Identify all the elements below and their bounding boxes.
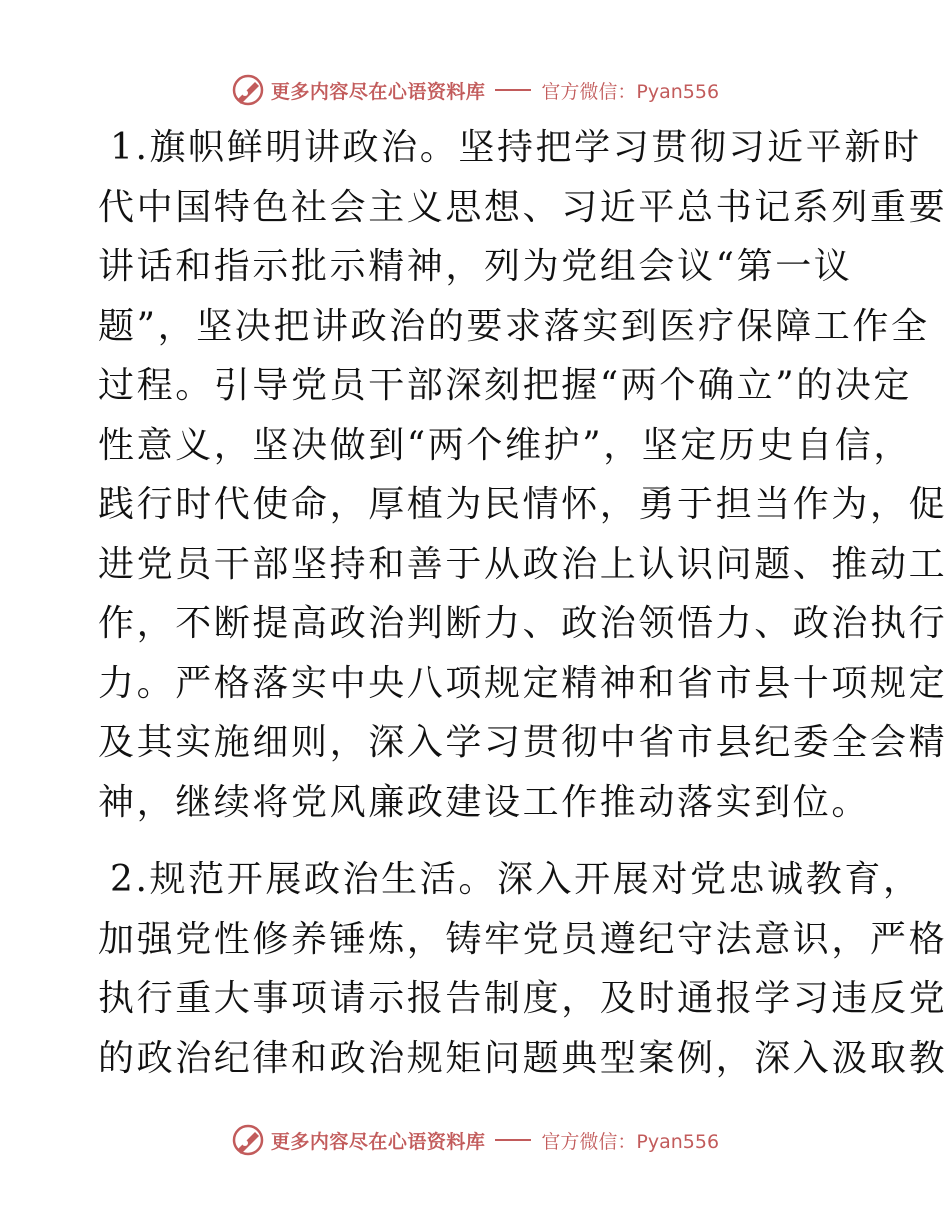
pen-nib-circle-icon (231, 73, 265, 107)
text-line: 题”，坚决把讲政治的要求落实到医疗保障工作全 (98, 305, 930, 347)
watermark-site-text: 更多内容尽在心语资料库 (270, 80, 486, 103)
text-line: 的政治纪律和政治规矩问题典型案例，深入汲取教 (98, 1037, 948, 1079)
watermark-site-text: 更多内容尽在心语资料库 (270, 1130, 486, 1153)
watermark-official-account: 官方微信：Pyan556 (541, 80, 720, 103)
text-line: 力。严格落实中央八项规定精神和省市县十项规定 (98, 662, 948, 704)
header-watermark (0, 70, 950, 110)
pen-nib-circle-icon (231, 1123, 265, 1157)
text-line: 性意义，坚决做到“两个维护”，坚定历史自信， (98, 424, 913, 466)
text-line: 神，继续将党风廉政建设工作推动落实到位。 (98, 781, 871, 823)
text-line: 1.旗帜鲜明讲政治。坚持把学习贯彻习近平新时 (110, 127, 922, 168)
text-line: 及其实施细则，深入学习贯彻中省市县纪委全会精 (98, 722, 948, 763)
watermark-dash (495, 1139, 531, 1141)
text-line: 执行重大事项请示报告制度，及时通报学习违反党 (98, 978, 948, 1019)
text-line: 作，不断提高政治判断力、政治领悟力、政治执行 (98, 603, 948, 644)
footer-watermark (0, 1120, 950, 1160)
text-line: 代中国特色社会主义思想、习近平总书记系列重要 (98, 186, 948, 228)
text-line: 践行时代使命，厚植为民情怀，勇于担当作为，促 (98, 484, 948, 525)
paragraph-1 (98, 118, 948, 832)
text-line: 进党员干部坚持和善于从政治上认识问题、推动工 (98, 543, 948, 585)
watermark-official-account: 官方微信：Pyan556 (541, 1130, 720, 1153)
text-line: 过程。引导党员干部深刻把握“两个确立”的决定 (98, 365, 913, 406)
paragraph-2 (98, 850, 948, 1088)
text-line: 讲话和指示批示精神，列为党组会议“第一议 (98, 246, 853, 287)
document-body (98, 118, 948, 1088)
text-line: 2.规范开展政治生活。深入开展对党忠诚教育， (110, 859, 922, 900)
text-line: 加强党性修养锤炼，铸牢党员遵纪守法意识，严格 (98, 918, 948, 960)
watermark-dash (495, 89, 531, 91)
